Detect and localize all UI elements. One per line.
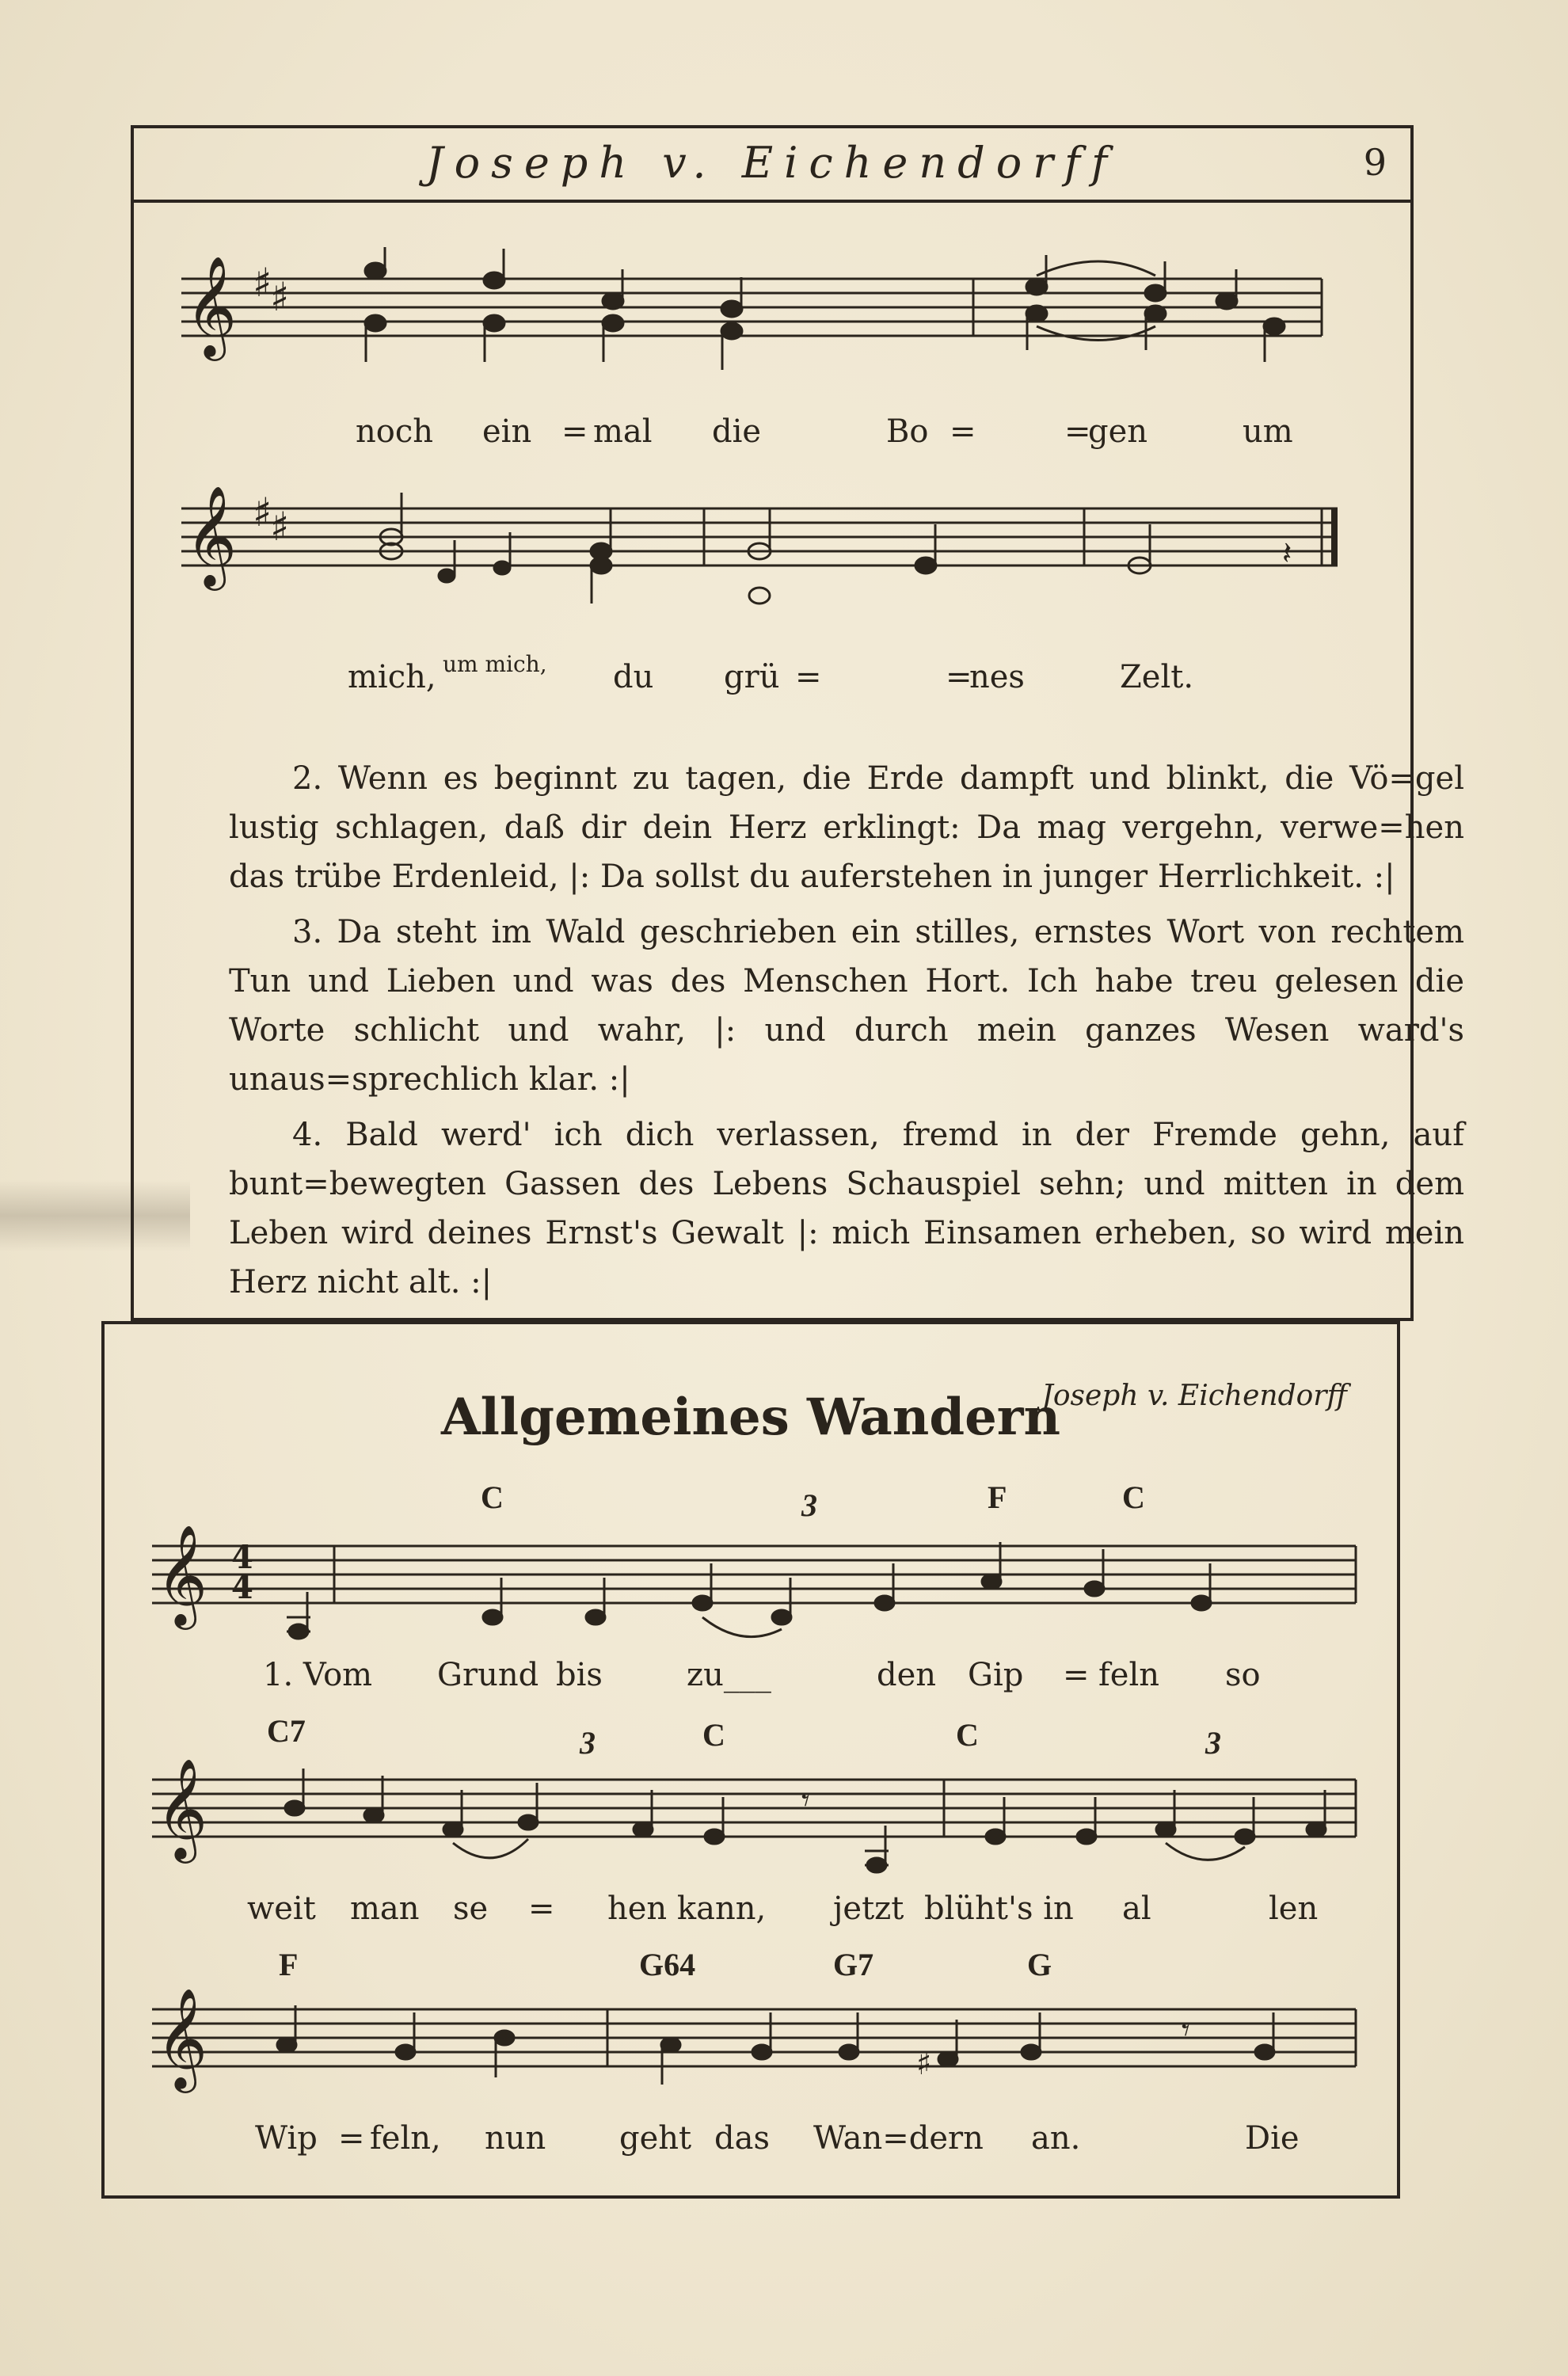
svg-text:♯: ♯	[916, 2046, 932, 2082]
verse-block	[229, 754, 1464, 1313]
triplet-marker: 3	[801, 1487, 817, 1523]
lyric-word: len	[1269, 1891, 1319, 1927]
lyric-word: Bo	[886, 413, 929, 450]
lyric-word: nes	[969, 659, 1025, 695]
page-number: 9	[1363, 141, 1387, 184]
lyric-word: feln	[1098, 1657, 1160, 1693]
lyric-hyphen: =	[946, 659, 972, 695]
chord-symbol: C	[481, 1479, 504, 1515]
lyric-word: se	[453, 1891, 489, 1927]
svg-text:𝄞: 𝄞	[156, 1524, 208, 1625]
lyric-word: hen kann,	[607, 1891, 767, 1927]
lyric-word: geht	[619, 2120, 692, 2157]
lyric-word: bis	[556, 1657, 603, 1693]
staff-1	[181, 247, 1369, 390]
lyric-word: jetzt	[833, 1891, 904, 1927]
chord-symbol: G64	[639, 1947, 696, 1982]
svg-text:𝄞: 𝄞	[185, 485, 238, 586]
svg-text:𝄞: 𝄞	[185, 255, 238, 356]
svg-text:♯: ♯	[253, 260, 272, 306]
staff-4	[152, 1756, 1387, 1898]
chord-symbol: F	[279, 1947, 299, 1982]
lyric-word: nun	[485, 2120, 546, 2157]
lyric-word: Zelt.	[1120, 659, 1194, 695]
lyric-word: um mich,	[443, 651, 547, 677]
lyric-word: 1. Vom	[263, 1657, 373, 1693]
chord-symbol: G7	[833, 1947, 874, 1982]
svg-text:𝄽: 𝄽	[1282, 535, 1292, 572]
lyric-word: grü	[724, 659, 780, 695]
lyric-word: die	[712, 413, 762, 450]
second-song-box	[101, 1321, 1400, 2199]
staff-2	[181, 477, 1369, 635]
lyric-word: feln,	[370, 2120, 441, 2157]
lyric-hyphen: =	[338, 2120, 365, 2157]
svg-text:4: 4	[231, 1539, 253, 1576]
lyric-hyphen: =	[795, 659, 822, 695]
chord-label: C7	[267, 1713, 306, 1749]
verse-2: 2. Wenn es beginnt zu tagen, die Erde dampft und blinkt, die Vö=gel lustig schlagen, daß dir dein Herz erklingt: Da mag vergehn, verwe=hen das trübe Erdenleid, |: Da sollst du auferstehen in junger Herrlichkeit. :|	[229, 760, 1464, 895]
lyric-word: den	[877, 1657, 937, 1693]
staff-5	[152, 1986, 1387, 2128]
lyric-word: blüht's in	[924, 1891, 1074, 1927]
svg-text:4: 4	[231, 1569, 253, 1606]
lyric-word: ein	[482, 413, 532, 450]
lyric-hyphen: =	[528, 1891, 555, 1927]
lyric-word: Wan=dern	[813, 2120, 984, 2157]
lyric-word: Wip	[255, 2120, 318, 2157]
triplet-marker: 3	[1205, 1725, 1221, 1761]
triplet-marker: 3	[580, 1725, 596, 1761]
chord-symbol: G	[1027, 1947, 1052, 1982]
header-title: Joseph v. Eichendorff	[425, 138, 1119, 188]
svg-text:♯: ♯	[270, 504, 290, 550]
lyric-word: zu___	[687, 1657, 771, 1693]
lyric-hyphen: =	[950, 413, 976, 450]
author-signature: Joseph v. Eichendorff	[1041, 1380, 1347, 1412]
first-song-box	[131, 125, 1464, 1412]
lyric-word: gen	[1088, 413, 1148, 450]
lyric-hyphen: =	[1064, 413, 1091, 450]
song-title: Allgemeines Wandern	[440, 1388, 1061, 1447]
svg-text:𝄞: 𝄞	[156, 1757, 208, 1859]
lyric-word: an.	[1031, 2120, 1081, 2157]
svg-text:𝄾: 𝄾	[1182, 2012, 1190, 2049]
svg-text:𝄾: 𝄾	[801, 1783, 810, 1819]
lyric-word: mich,	[348, 659, 436, 695]
lyric-hyphen: =	[561, 413, 588, 450]
svg-text:♯: ♯	[270, 274, 290, 320]
chord-symbol: C	[956, 1717, 979, 1753]
lyric-word: du	[613, 659, 654, 695]
lyric-word: al	[1122, 1891, 1151, 1927]
lyric-word: weit	[247, 1891, 316, 1927]
chord-symbol: C	[1122, 1479, 1145, 1515]
chord-symbol: F	[988, 1479, 1007, 1515]
verse-3: 3. Da steht im Wald geschrieben ein stilles, ernstes Wort von rechtem Tun und Lieben und was des Menschen Hort. Ich habe treu gelesen die Worte schlicht und wahr, |: und durch mein ganzes Wesen ward's unaus=sprechlich klar. :|	[229, 914, 1464, 1098]
lyric-word: um	[1243, 413, 1293, 450]
lyric-word: Gip	[968, 1657, 1024, 1693]
lyric-word: Grund	[437, 1657, 539, 1693]
lyric-word: noch	[356, 413, 434, 450]
page-header	[134, 128, 1410, 203]
lyric-word: man	[350, 1891, 420, 1927]
chord-symbol	[267, 1712, 306, 1750]
chord-symbol: C	[702, 1717, 725, 1753]
lyric-word: das	[714, 2120, 770, 2157]
lyric-word: so	[1225, 1657, 1261, 1693]
staff-3	[152, 1522, 1387, 1665]
verse-4: 4. Bald werd' ich dich verlassen, fremd in der Fremde gehn, auf bunt=bewegten Gassen des Lebens Schauspiel sehn; und mitten in dem Leben wird deines Ernst's Gewalt |: mich Einsamen erheben, so wird mein Herz nicht alt. :|	[229, 1117, 1464, 1300]
lyric-hyphen: =	[1063, 1657, 1090, 1693]
lyric-word: Die	[1245, 2120, 1300, 2157]
lyric-word: mal	[593, 413, 653, 450]
svg-text:𝄞: 𝄞	[156, 1987, 208, 2089]
svg-text:♯: ♯	[253, 489, 272, 535]
